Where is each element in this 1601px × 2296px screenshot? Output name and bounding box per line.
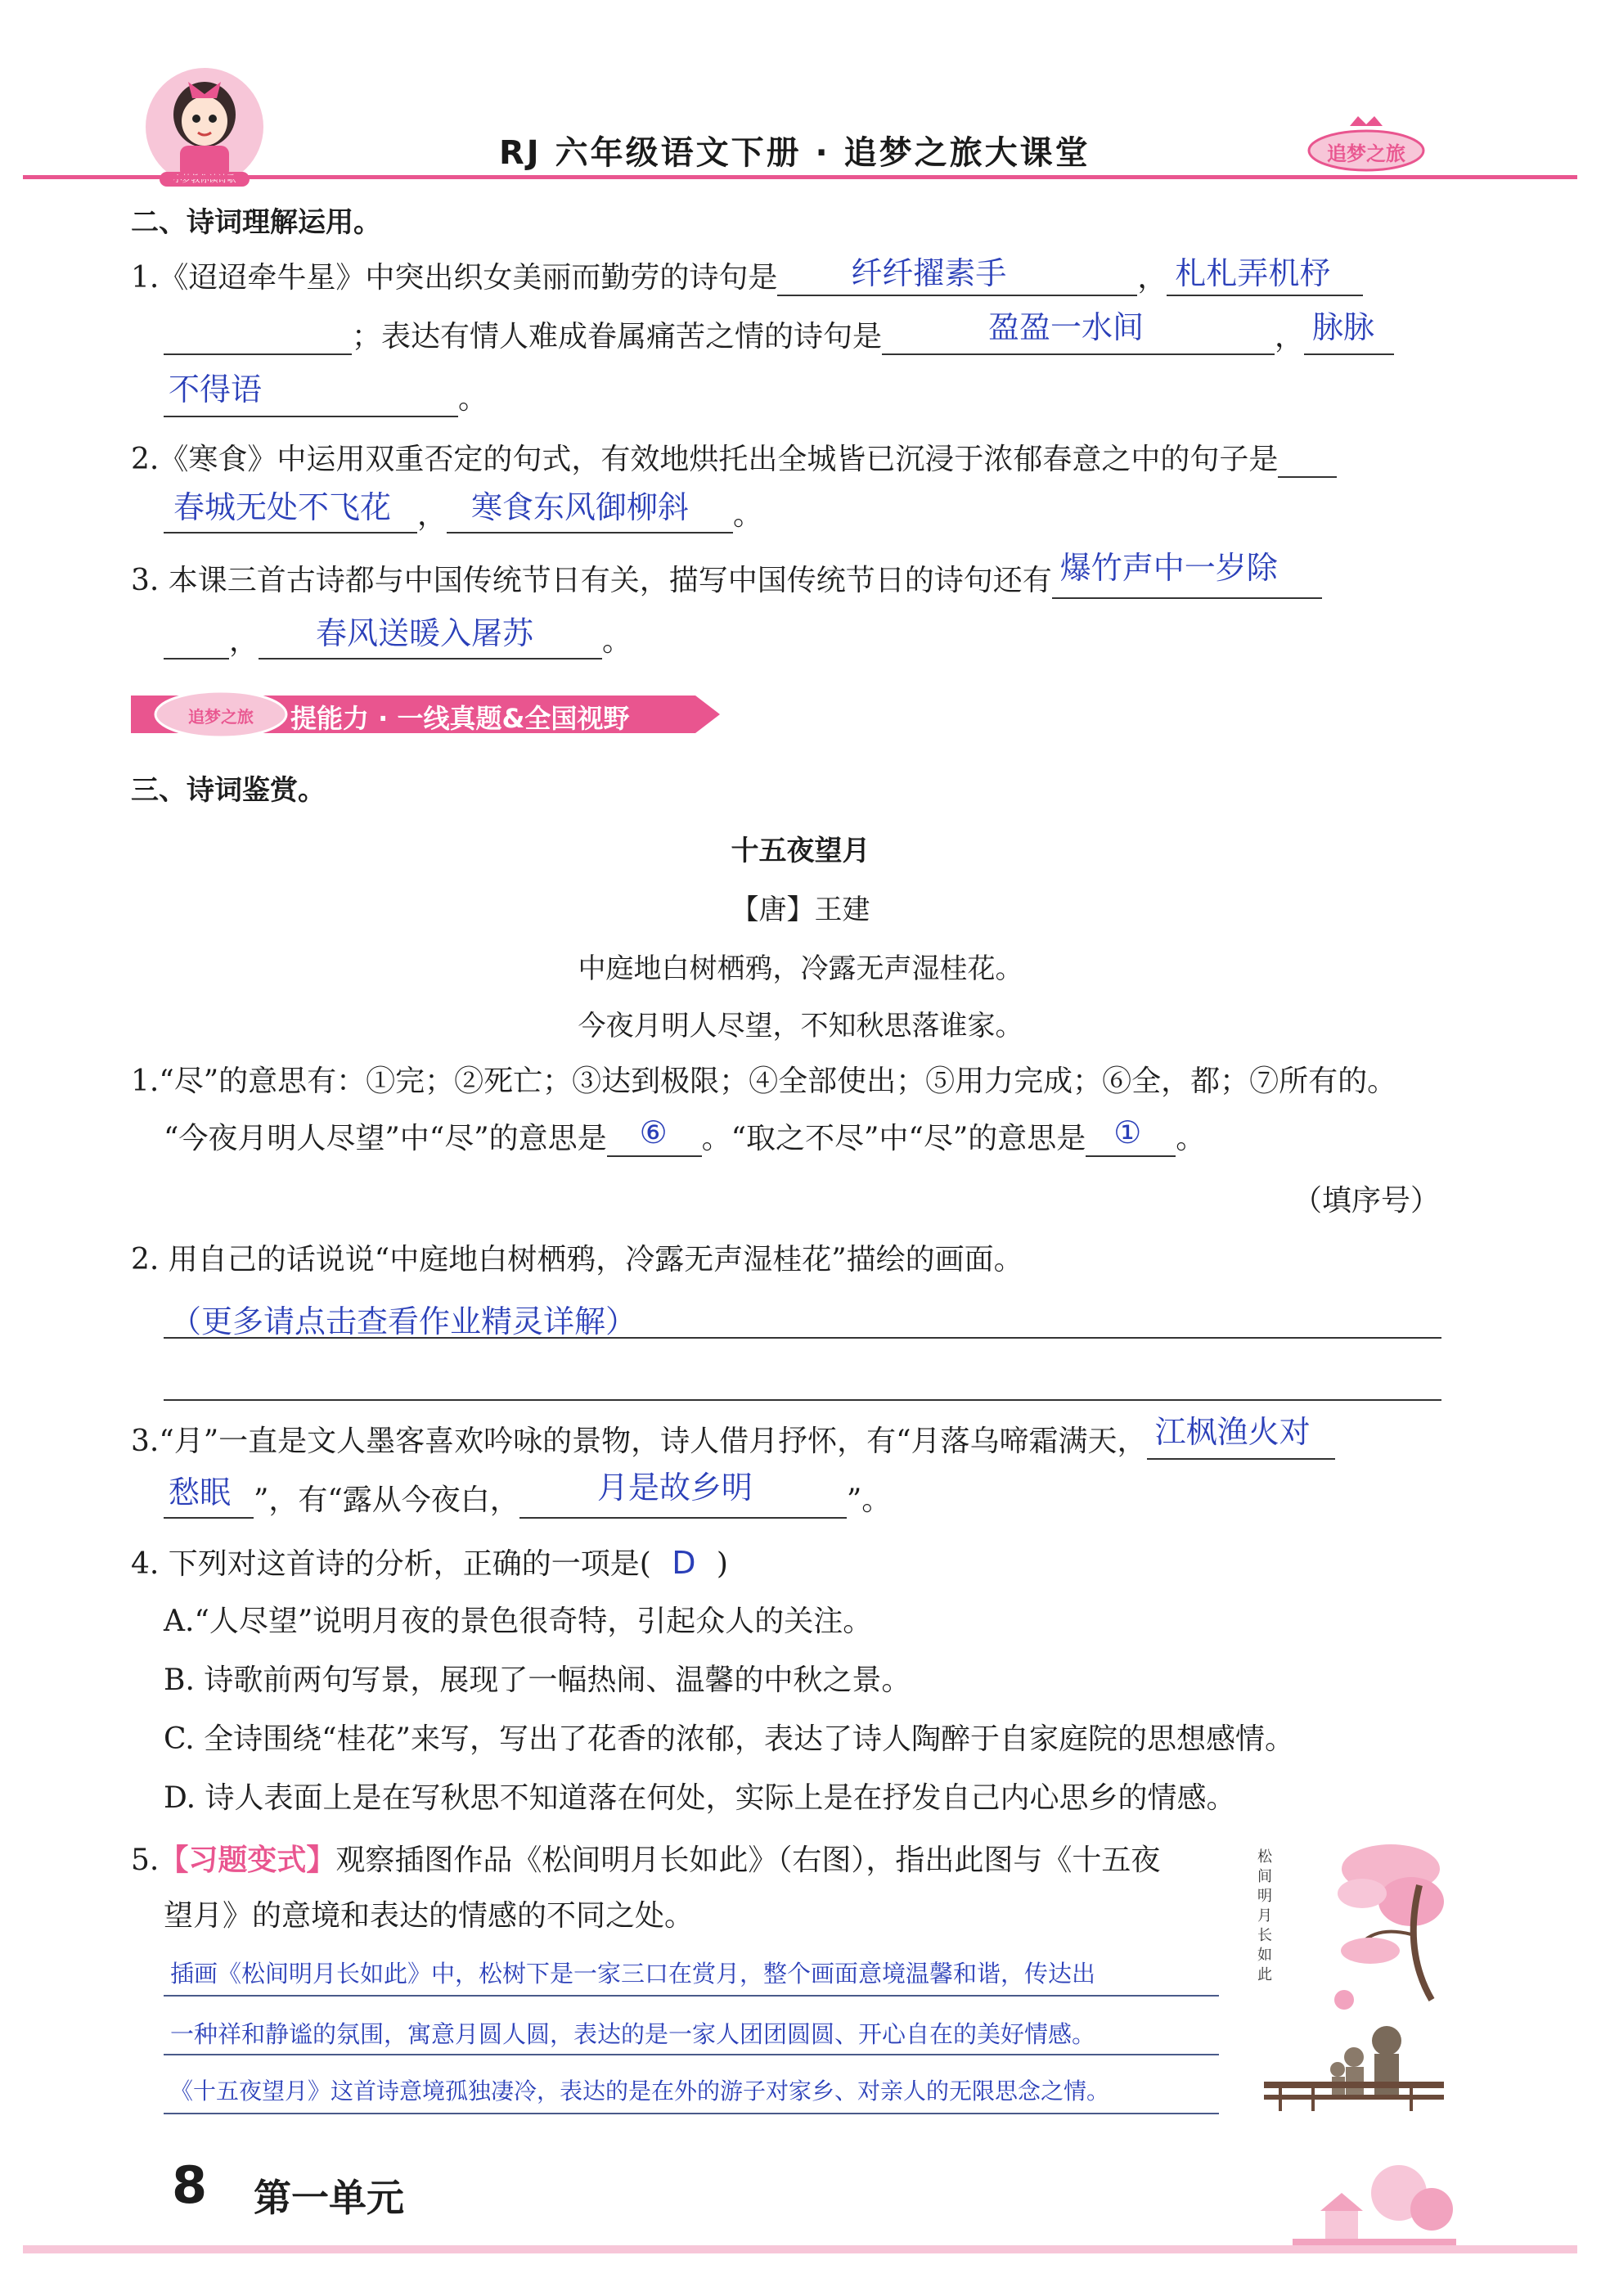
s3-q5-line-2 [164, 2054, 1219, 2055]
s2-q1-blank-a[interactable]: 纤纤擢素手 [777, 262, 1137, 296]
poem-line-2: 今夜月明人尽望，不知秋思落谁家。 [578, 1010, 1023, 1042]
s3-q4-stem: 4. 下列对这首诗的分析，正确的一项是( D ) [131, 1545, 728, 1581]
s3-q2-answer-link[interactable]: （更多请点击查看作业精灵详解） [170, 1303, 637, 1339]
s3-q4-option-b: B. 诗歌前两句写景，展现了一幅热闹、温馨的中秋之景。 [164, 1663, 911, 1697]
s3-q2-line-1 [164, 1337, 1441, 1339]
s2-q1-line1: 1.《迢迢牵牛星》中突出织女美丽而勤劳的诗句是 纤纤擢素手 ， 札札弄机杼 [131, 260, 1363, 296]
s3-q5-answer-3: 《十五夜望月》这首诗意境孤独凄冷，表达的是在外的游子对家乡、对亲人的无限思念之情。 [170, 2078, 1110, 2105]
s2-q1-blank-d[interactable]: 脉脉 [1304, 321, 1394, 355]
s2-q1-line3: 不得语 。 [164, 381, 488, 417]
section-2-heading: 二、诗词理解运用。 [131, 206, 381, 239]
s2-q2-line1: 2.《寒食》中运用双重否定的句式，有效地烘托出全城皆已沉浸于浓郁春意之中的句子是 [131, 442, 1337, 478]
s2-q3-blank-b[interactable]: 春风送暖入屠苏 [259, 625, 602, 660]
section-3-heading: 三、诗词鉴赏。 [131, 774, 326, 807]
s2-q1-blank-c[interactable]: 盈盈一水间 [882, 321, 1275, 355]
header [0, 0, 1601, 196]
illustration-caption: 松间明月长如此 [1257, 1848, 1272, 1983]
s3-q1-blank-a[interactable]: ⑥ [607, 1123, 702, 1157]
s2-q3-line2: ， 春风送暖入屠苏 。 [164, 624, 632, 660]
s3-q3-blank-b[interactable]: 月是故乡明 [519, 1484, 847, 1519]
header-badge-label: 追梦之旅 [1327, 142, 1405, 165]
mascot-avatar [139, 49, 270, 188]
header-title: RJ 六年级语文下册 · 追梦之旅大课堂 [499, 134, 1091, 172]
s3-q3-line1: 3.“月”一直是文人墨客喜欢吟咏的景物，诗人借月抒怀，有“月落乌啼霜满天， 江枫渔火对 [131, 1424, 1335, 1460]
s3-q1-blank-b[interactable]: ① [1086, 1123, 1176, 1157]
s3-q5-answer-1: 插画《松间明月长如此》中，松树下是一家三口在赏月，整个画面意境温馨和谐，传达出 [170, 1960, 1096, 1988]
poem-title: 十五夜望月 [731, 835, 870, 867]
s3-q5-line-3 [164, 2113, 1219, 2114]
s2-q1-blank-b-cont[interactable] [164, 321, 352, 355]
illustration-pine-moon [1248, 1836, 1444, 2114]
s3-q3-line2: 愁眠 ”，有“露从今夜白， 月是故乡明 ”。 [164, 1483, 891, 1519]
s2-q2-blank-a[interactable]: 春城无处不飞花 [164, 499, 417, 533]
banner-label: 提能力 · 一线真题&全国视野 [290, 703, 630, 734]
header-rule [23, 175, 1577, 179]
s2-q3-line1: 3. 本课三首古诗都与中国传统节日有关，描写中国传统节日的诗句还有 爆竹声中一岁除 [131, 563, 1322, 599]
poem-line-1: 中庭地白树栖鸦，冷露无声湿桂花。 [578, 952, 1023, 985]
footer-rule [23, 2245, 1577, 2253]
s2-q1-blank-e[interactable]: 不得语 [164, 383, 458, 417]
s3-q1-line2: “今夜月明人尽望”中“尽”的意思是 ⑥ 。“取之不尽”中“尽”的意思是 ① 。 [164, 1114, 1206, 1155]
footer-decoration [1293, 2160, 1456, 2250]
s2-q3-blank-a-cont[interactable] [164, 625, 229, 660]
s2-q1-blank-b[interactable]: 札札弄机杼 [1167, 262, 1363, 296]
header-badge [1301, 115, 1432, 173]
variant-tag: 【习题变式】 [159, 1844, 336, 1877]
s3-q4-option-d: D. 诗人表面上是在写秋思不知道落在何处，实际上是在抒发自己内心思乡的情感。 [164, 1781, 1236, 1815]
s2-q1-line2: ；表达有情人难成眷属痛苦之情的诗句是 盈盈一水间 ， 脉脉 [164, 319, 1394, 355]
unit-title: 第一单元 [254, 2176, 404, 2220]
s3-q1-note: （填序号） [1293, 1184, 1441, 1218]
s3-q5-answer-2: 一种祥和静谧的氛围，寓意月圆人圆，表达的是一家人团团圆圆、开心自在的美好情感。 [170, 2020, 1096, 2048]
poem-author: 【唐】王建 [731, 894, 870, 926]
s3-q2-text: 2. 用自己的话说说“中庭地白树栖鸦，冷露无声湿桂花”描绘的画面。 [131, 1243, 1023, 1276]
s2-q2-blank-lead[interactable] [1278, 443, 1337, 478]
s3-q4-answer[interactable]: D [672, 1545, 696, 1581]
s3-q5-line1: 5.【习题变式】观察插图作品《松间明月长如此》（右图），指出此图与《十五夜 [131, 1844, 1161, 1877]
s3-q3-blank-a2[interactable]: 愁眠 [164, 1484, 254, 1519]
s3-q4-option-c: C. 全诗围绕“桂花”来写，写出了花香的浓郁，表达了诗人陶醉于自家庭院的思想感情。 [164, 1722, 1294, 1756]
s2-q2-blank-b[interactable]: 寒食东风御柳斜 [447, 499, 733, 533]
s2-q2-line2: 春城无处不飞花 ， 寒食东风御柳斜 。 [164, 497, 762, 533]
s3-q5-line-1 [164, 1995, 1219, 1997]
page-number: 8 [172, 2155, 208, 2215]
s3-q5-line2: 望月》的意境和表达的情感的不同之处。 [164, 1899, 695, 1933]
s3-q1-line1: 1.“尽”的意思有：①完；②死亡；③达到极限；④全部使出；⑤用力完成；⑥全，都；⑦所有的。 [131, 1065, 1397, 1098]
s3-q2-line-2 [164, 1399, 1441, 1401]
banner-badge: 追梦之旅 [188, 707, 254, 727]
s2-q3-blank-a[interactable]: 爆竹声中一岁除 [1052, 565, 1322, 599]
s3-q4-option-a: A.“人尽望”说明月夜的景色很奇特，引起众人的关注。 [164, 1605, 873, 1638]
s3-q3-blank-a1[interactable]: 江枫渔火对 [1147, 1425, 1335, 1460]
section-banner [131, 687, 728, 741]
